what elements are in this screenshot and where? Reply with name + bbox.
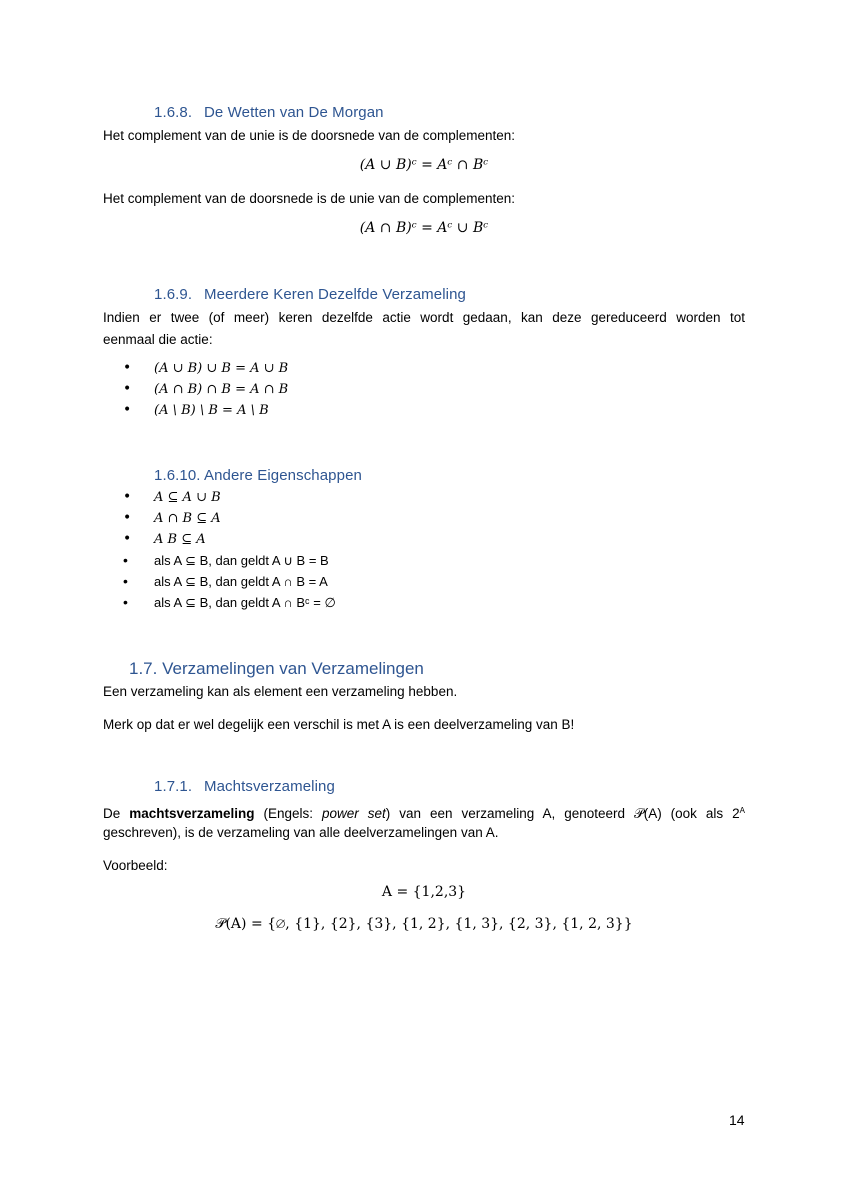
bullet-list	[123, 358, 288, 421]
example-formula-2: 𝒫(A) = {∅, {1}, {2}, {3}, {1, 2}, {1, 3}, {2, 3}, {1, 2, 3}}	[215, 916, 633, 932]
formula-de-morgan-1: (A ∪ B)ᶜ = Aᶜ ∩ Bᶜ	[359, 157, 489, 173]
superscript: A	[739, 806, 745, 815]
paragraph-line: Indien er twee (of meer) keren dezelfde actie wordt gedaan, kan deze gereduceerd worden tot	[103, 310, 745, 325]
heading-title: Verzamelingen van Verzamelingen	[162, 659, 424, 678]
heading-number: 1.6.9.	[154, 286, 193, 303]
list-item: • als A ⊆ B, dan geldt A ∩ Bᶜ = ∅	[123, 592, 336, 613]
paragraph: Een verzameling kan als element een verzameling hebben.	[103, 684, 458, 699]
heading-1-7	[129, 659, 424, 679]
heading-title: De Wetten van De Morgan	[204, 104, 384, 121]
heading-1-6-9	[154, 286, 466, 303]
heading-number: 1.6.8.	[154, 104, 193, 121]
paragraph: Het complement van de doorsnede is de unie van de complementen:	[103, 191, 516, 206]
text-run: (Engels:	[254, 806, 323, 821]
paragraph: Het complement van de unie is de doorsnede van de complementen:	[103, 128, 516, 143]
list-item: • A ⊆ A ∪ B	[123, 487, 336, 508]
text-run: ) van een verzameling A, genoteerd 𝒫(A) (ook als 2	[385, 806, 740, 821]
list-item: • A ∩ B ⊆ A	[123, 508, 336, 529]
heading-number: 1.7.	[129, 659, 158, 678]
paragraph: Voorbeeld:	[103, 858, 168, 873]
list-item: • (A ∩ B) ∩ B = A ∩ B	[123, 379, 288, 400]
list-item: • als A ⊆ B, dan geldt A ∩ B = A	[123, 571, 336, 592]
list-item: • (A ∪ B) ∪ B = A ∪ B	[123, 358, 288, 379]
text-run: De	[103, 806, 130, 821]
italic-term: power set	[322, 806, 386, 821]
formula-de-morgan-2: (A ∩ B)ᶜ = Aᶜ ∪ Bᶜ	[359, 220, 489, 236]
heading-1-6-10	[154, 467, 362, 484]
list-item: • als A ⊆ B, dan geldt A ∪ B = B	[123, 550, 336, 571]
page-number: 14	[729, 1112, 745, 1128]
list-item: • (A \ B) \ B = A \ B	[123, 400, 288, 421]
heading-1-6-8	[154, 104, 384, 121]
bold-term: machtsverzameling	[129, 806, 255, 821]
heading-number: 1.7.1.	[154, 778, 193, 795]
heading-number: 1.6.10.	[154, 467, 201, 484]
paragraph-line: eenmaal die actie:	[103, 332, 213, 347]
list-item: • A B ⊆ A	[123, 529, 336, 550]
paragraph-line: geschreven), is de verzameling van alle deelverzamelingen van A.	[103, 825, 499, 840]
heading-title: Meerdere Keren Dezelfde Verzameling	[204, 286, 466, 303]
heading-title: Andere Eigenschappen	[204, 467, 362, 484]
paragraph: Merk op dat er wel degelijk een verschil is met A is een deelverzameling van B!	[103, 717, 575, 732]
bullet-list	[123, 487, 336, 613]
heading-1-7-1	[154, 778, 335, 795]
heading-title: Machtsverzameling	[204, 778, 335, 795]
example-formula-1: A = {1,2,3}	[381, 884, 467, 900]
